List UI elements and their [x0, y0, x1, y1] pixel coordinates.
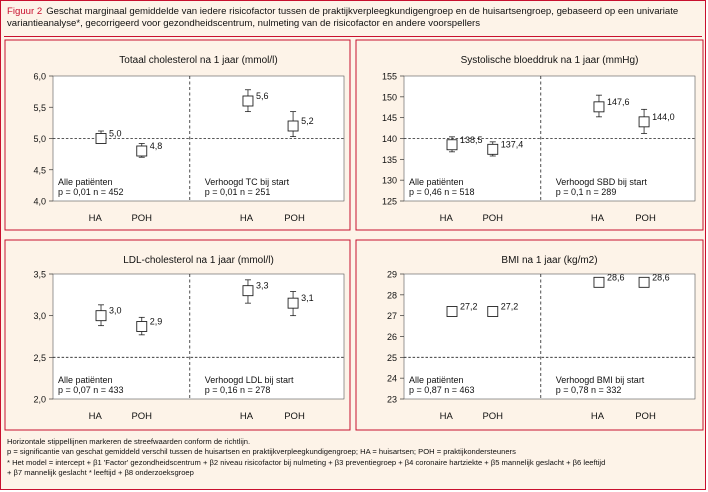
- y-tick-label: 3,0: [33, 311, 46, 322]
- data-label: 137,4: [500, 139, 524, 150]
- chart-title: Totaal cholesterol na 1 jaar (mmol/l): [119, 55, 278, 66]
- data-point: [243, 96, 253, 106]
- data-label: 144,0: [652, 111, 675, 122]
- x-tick-label: POH: [284, 411, 305, 422]
- data-point: [96, 134, 106, 144]
- chart-panel-1: [5, 40, 350, 230]
- y-tick-label: 125: [381, 196, 397, 207]
- data-label: 3,0: [109, 305, 122, 316]
- data-point: [488, 307, 498, 317]
- group-stats: p = 0,1 n = 289: [555, 187, 617, 197]
- data-point: [488, 144, 498, 154]
- figure-caption-text: Geschat marginaal gemiddelde van iedere risicofactor tussen de praktijkverpleegkundigengroep en de huisartsengroep, gebaseerd op een univariate variantieanalyse*, gecorrigeerd voor gezondheidscentrum, nulmeting van de risicofactor en andere voorspellers: [7, 6, 679, 29]
- group-stats: p = 0,01 n = 452: [58, 187, 124, 197]
- y-tick-label: 28: [386, 290, 397, 301]
- y-tick-label: 25: [386, 352, 397, 363]
- x-tick-label: HA: [88, 411, 102, 422]
- data-label: 147,6: [606, 96, 630, 107]
- y-tick-label: 26: [386, 332, 397, 342]
- data-label: 4,8: [149, 141, 163, 151]
- y-tick-label: 140: [381, 134, 397, 144]
- group-name: Verhoogd BMI bij start: [555, 375, 645, 385]
- group-name: Verhoogd TC bij start: [204, 177, 290, 187]
- group-stats: p = 0,87 n = 463: [409, 385, 475, 395]
- x-tick-label: HA: [88, 213, 102, 224]
- x-tick-label: POH: [635, 213, 656, 224]
- y-tick-label: 150: [381, 92, 397, 103]
- footnotes: [7, 437, 701, 479]
- data-point: [137, 322, 147, 332]
- chart-title: Systolische bloeddruk na 1 jaar (mmHg): [460, 55, 639, 66]
- data-point: [288, 121, 298, 131]
- x-tick-label: POH: [131, 411, 153, 422]
- chart-title: LDL-cholesterol na 1 jaar (mmol/l): [123, 255, 274, 266]
- chart-title: BMI na 1 jaar (kg/m2): [501, 255, 598, 266]
- data-label: 5,6: [255, 91, 269, 101]
- x-tick-label: HA: [590, 411, 605, 422]
- data-point: [137, 146, 147, 156]
- y-tick-label: 2,0: [33, 394, 46, 405]
- data-point: [639, 277, 649, 287]
- data-point: [288, 298, 298, 308]
- y-tick-label: 24: [386, 373, 397, 384]
- data-point: [594, 102, 604, 112]
- y-tick-label: 145: [381, 113, 397, 124]
- y-tick-label: 23: [386, 394, 397, 405]
- y-tick-label: 3,5: [33, 269, 46, 280]
- group-name: Alle patiënten: [58, 177, 113, 187]
- footnote: * Het model = intercept + β1 'Factor' gezondheidscentrum + β2 niveau risicofactor bij nulmeting + β3 preventiegroep + β4 coronaire hartziekte + β5 mannelijk geslacht + β6 leeftijd: [7, 457, 606, 467]
- data-point: [96, 311, 106, 321]
- data-label: 2,9: [149, 316, 163, 327]
- group-name: Alle patiënten: [409, 375, 464, 385]
- chart-panel-2: [356, 40, 703, 230]
- data-label: 28,6: [652, 272, 670, 283]
- group-name: Alle patiënten: [409, 177, 464, 187]
- data-label: 3,1: [301, 293, 314, 304]
- group-name: Verhoogd SBD bij start: [555, 177, 647, 187]
- x-tick-label: POH: [635, 411, 656, 422]
- x-tick-label: HA: [239, 411, 254, 422]
- x-tick-label: HA: [590, 213, 605, 224]
- y-tick-label: 27: [386, 311, 397, 322]
- x-tick-label: POH: [482, 213, 504, 224]
- x-tick-label: HA: [239, 213, 254, 224]
- data-label: 138,5: [460, 134, 483, 145]
- x-tick-label: POH: [131, 213, 153, 224]
- chart-panel-3: [5, 240, 350, 430]
- data-label: 5,0: [109, 128, 122, 139]
- data-point: [594, 277, 604, 287]
- data-point: [243, 286, 253, 296]
- y-tick-label: 4,5: [33, 165, 46, 176]
- data-label: 27,2: [500, 301, 519, 312]
- footnote: Horizontale stippellijnen markeren de streefwaarden conform de richtlijn.: [7, 437, 251, 446]
- y-tick-label: 155: [381, 71, 397, 82]
- footnote: p = significantie van geschat gemiddeld verschil tussen de huisartsen en praktijkverpleegkundigengroep; HA = huisartsen; POH = praktijkondersteuners: [7, 447, 516, 457]
- y-tick-label: 6,0: [33, 71, 46, 82]
- footnote: + β7 mannelijk geslacht * leeftijd + β8 onderzoeksgroep: [7, 468, 194, 478]
- group-stats: p = 0,78 n = 332: [555, 385, 622, 395]
- figure-label: Figuur 2: [7, 6, 43, 17]
- y-tick-label: 29: [386, 269, 397, 280]
- y-tick-label: 4,0: [33, 196, 46, 207]
- chart-panel-4: [356, 240, 703, 430]
- data-label: 28,6: [606, 272, 625, 283]
- group-stats: p = 0,01 n = 251: [204, 187, 271, 197]
- data-label: 5,2: [301, 116, 314, 126]
- data-label: 27,2: [460, 301, 478, 312]
- chart-grid: [1, 1, 707, 433]
- data-point: [639, 117, 649, 127]
- x-tick-label: HA: [439, 411, 453, 422]
- data-point: [447, 140, 457, 150]
- x-tick-label: HA: [439, 213, 453, 224]
- y-tick-label: 2,5: [33, 352, 46, 363]
- x-tick-label: POH: [284, 213, 305, 224]
- group-stats: p = 0,07 n = 433: [58, 385, 124, 395]
- x-tick-label: POH: [482, 411, 504, 422]
- group-name: Verhoogd LDL bij start: [204, 375, 294, 385]
- group-name: Alle patiënten: [58, 375, 113, 385]
- group-stats: p = 0,16 n = 278: [204, 385, 271, 395]
- y-tick-label: 5,0: [33, 134, 46, 144]
- data-label: 3,3: [255, 280, 269, 291]
- y-tick-label: 5,5: [33, 102, 46, 113]
- y-tick-label: 130: [381, 175, 397, 186]
- group-stats: p = 0,46 n = 518: [409, 187, 475, 197]
- y-tick-label: 135: [381, 154, 397, 165]
- data-point: [447, 307, 457, 317]
